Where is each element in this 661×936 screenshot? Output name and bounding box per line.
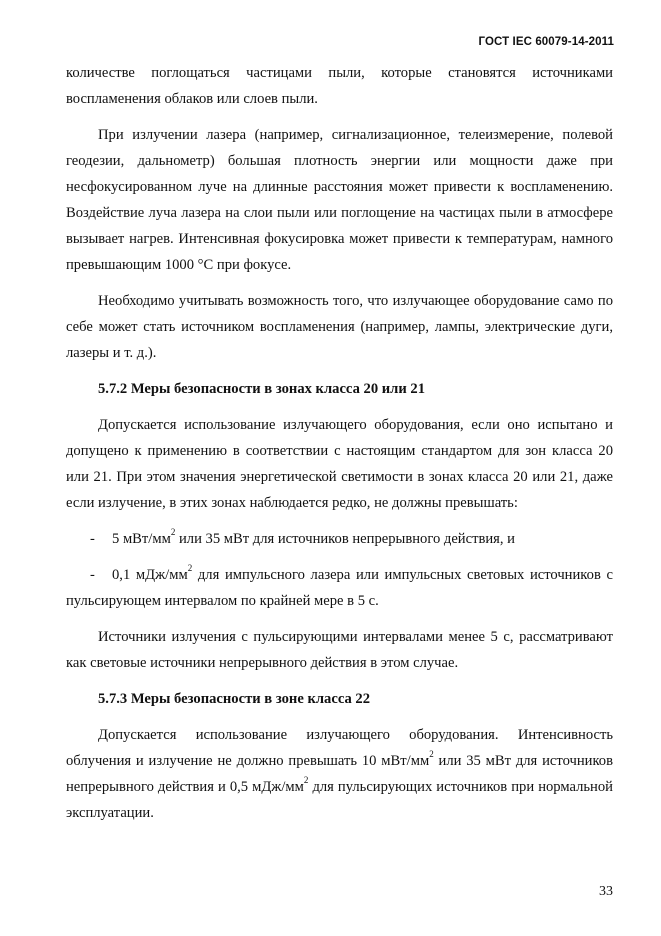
section-heading-5-7-3: 5.7.3 Меры безопасности в зоне класса 22 (98, 691, 371, 707)
paragraph-text: или 35 мВт для источников непрерывного действия и 0,5 мДж/мм (66, 753, 613, 795)
list-item-text: для импульсного лазера или импульсных световых источников с пульсирующем интервалом по крайней мере в 5 с. (66, 567, 613, 609)
section-heading-5-7-2: 5.7.2 Меры безопасности в зонах класса 20 или 21 (98, 381, 426, 397)
superscript: 2 (429, 749, 434, 760)
paragraph-zone-22 (66, 722, 613, 826)
list-item-pulsed (66, 562, 613, 614)
list-item-continuous (66, 526, 613, 552)
paragraph-ignition-source: Необходимо учитывать возможность того, что излучающее оборудование само по себе может стать источником воспламенения (например, лампы, электрические дуги, лазеры и т. д.). (66, 293, 613, 361)
paragraph-text: для пульсирующих источников при нормальной эксплуатации. (66, 779, 613, 821)
superscript: 2 (170, 527, 176, 538)
paragraph-text: Допускается использование излучающего оборудования. Интенсивность облучения и излучение не должно превышать 10 мВт/мм (66, 727, 613, 769)
list-dash: - (90, 567, 95, 583)
paragraph-laser-radiation: При излучении лазера (например, сигнализационное, телеизмерение, полевой геодезии, дальнометр) большая плотность энергии или мощности даже при несфокусированном луче на длинные расстояния может привести к воспламенению. Воздействие луча лазера на слои пыли или поглощение на частицах пыли в атмосфере вызывает нагрев. Интенсивная фокусировка может привести к температурам, намного превышающим 1000 °С при фокусе. (66, 127, 613, 273)
superscript: 2 (187, 563, 193, 574)
list-item-text: 5 мВт/мм (112, 531, 171, 547)
document-body (66, 60, 613, 836)
paragraph-zones-20-21: Допускается использование излучающего оборудования, если оно испытано и допущено к применению в соответствии с настоящим стандартом для зон класса 20 или 21. При этом значения энергетической светимости в зонах класса 20 или 21, даже если излучение, в этих зонах наблюдается редко, не должны превышать: (66, 417, 613, 511)
list-item-text: 0,1 мДж/мм (112, 567, 188, 583)
list-item-text: или 35 мВт для источников непрерывного действия, и (175, 531, 515, 547)
page-number: 33 (599, 884, 613, 899)
superscript: 2 (303, 775, 309, 786)
standard-header: ГОСТ IEC 60079-14-2011 (478, 36, 614, 48)
paragraph-pulse-intervals: Источники излучения с пульсирующими интервалами менее 5 с, рассматривают как световые источники непрерывного действия в этом случае. (66, 629, 613, 671)
paragraph-continuation: количестве поглощаться частицами пыли, которые становятся источниками воспламенения облаков или слоев пыли. (66, 65, 613, 107)
list-dash: - (90, 531, 95, 547)
